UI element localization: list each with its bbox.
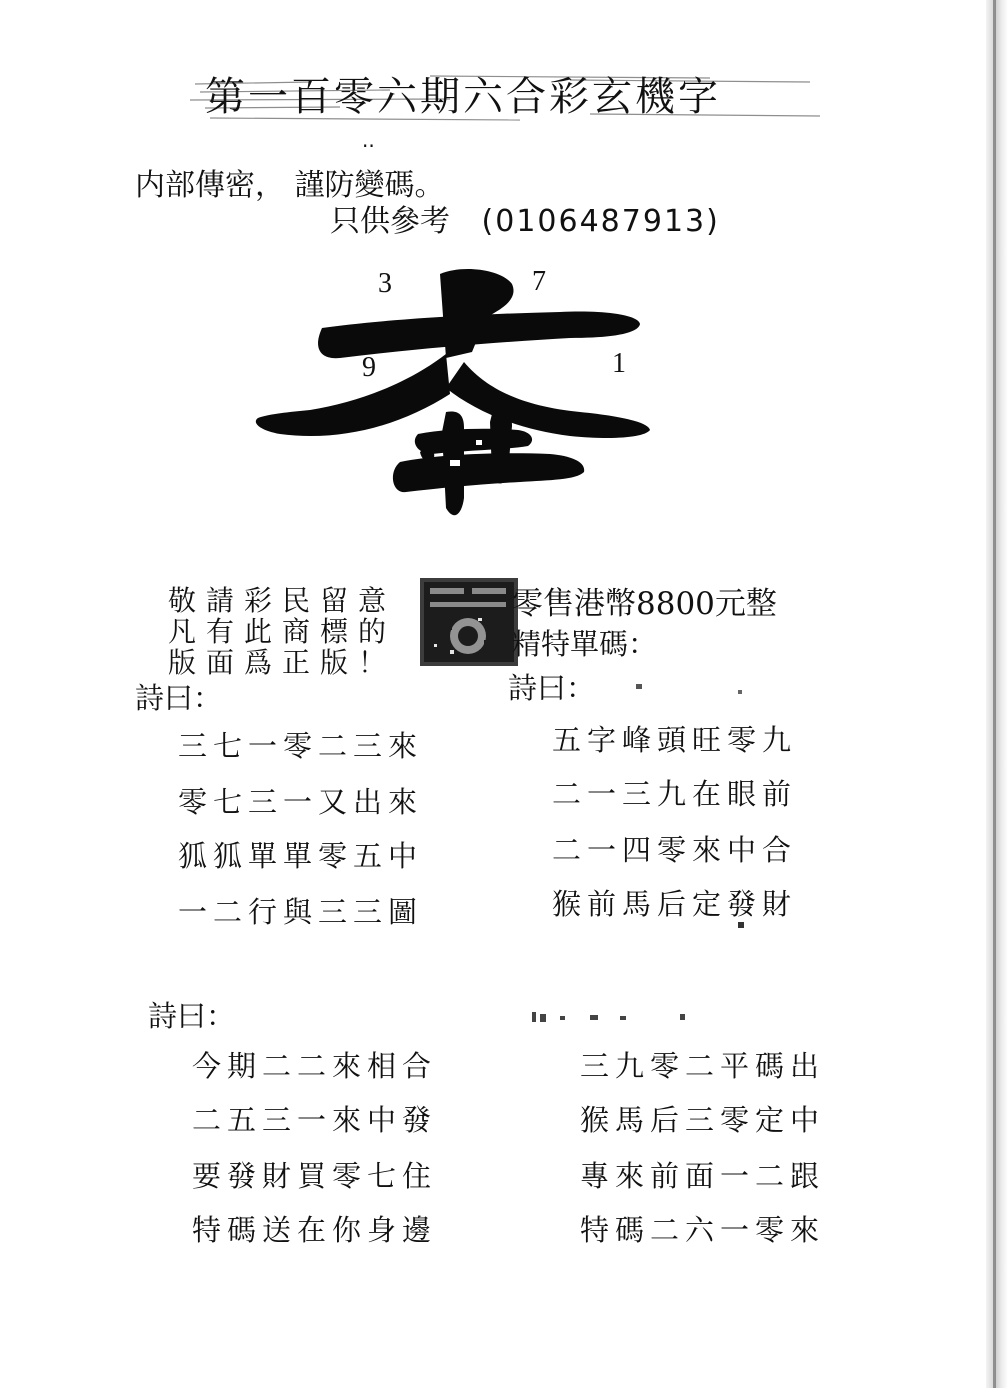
emblem-number-bottom-left: 9 <box>362 352 376 383</box>
poem-bottom-right-line-3: 專來前面一二跟 <box>580 1159 826 1193</box>
notice-line-2: 凡有此商標的 <box>168 615 397 648</box>
speck <box>738 922 744 928</box>
intro-warning: 内部傳密， 謹防變碼。 <box>135 168 445 203</box>
emblem-number-top-right: 7 <box>532 266 546 297</box>
poem-heading-top-left: 詩曰： <box>135 681 223 715</box>
poem-top-left-line-2: 零七三一又出來 <box>178 785 424 819</box>
reference-label: 只供參考 <box>330 204 450 239</box>
intro-reference <box>330 196 720 240</box>
emblem-number-bottom-right: 1 <box>612 348 626 379</box>
poem-bottom-left-line-4: 特碼送在你身邊 <box>192 1213 438 1247</box>
poem-bottom-right-line-2: 猴馬后三零定中 <box>580 1103 826 1137</box>
poem-top-right-line-3: 二一四零來中合 <box>552 833 798 867</box>
poem-top-left-line-4: 一二行與三三圖 <box>178 895 424 929</box>
special-number-heading: 精特單碼： <box>512 627 658 661</box>
speck <box>636 684 642 689</box>
poem-top-right-line-2: 二一三九在眼前 <box>552 777 798 811</box>
faded-heading-remnant <box>530 1010 700 1024</box>
retail-price: 零售港幣8800元整 <box>512 586 777 622</box>
page-title: 第一百零六期六合彩玄機字 <box>205 74 721 120</box>
poem-bottom-left-line-1: 今期二二來相合 <box>192 1049 438 1083</box>
poem-bottom-right-line-4: 特碼二六一零來 <box>580 1213 826 1247</box>
poem-bottom-right-line-1: 三九零二平碼出 <box>580 1049 826 1083</box>
poem-heading-top-right: 詩曰： <box>508 671 596 705</box>
poem-top-right-line-4: 猴前馬后定發財 <box>552 887 798 921</box>
notice-line-3: 版面爲正版！ <box>168 646 397 679</box>
speck <box>738 690 742 694</box>
poem-top-left-line-1: 三七一零二三來 <box>178 729 424 763</box>
trademark-seal <box>420 578 518 666</box>
scan-edge-shadow <box>986 0 1008 1388</box>
calligraphy-emblem <box>250 262 650 530</box>
poem-bottom-left-line-2: 二五三一來中發 <box>192 1103 438 1137</box>
poem-bottom-left-line-3: 要發財買零七住 <box>192 1159 438 1193</box>
poem-top-left-line-3: 狐狐單單零五中 <box>178 839 424 873</box>
poem-heading-bottom-left: 詩曰： <box>148 999 236 1033</box>
notice-line-1: 敬請彩民留意 <box>168 584 397 617</box>
title-dots: .. <box>362 128 375 152</box>
scan-edge-line <box>993 0 996 1388</box>
phone-number: (0106487913) <box>481 204 720 239</box>
emblem-number-top-left: 3 <box>378 268 392 299</box>
poem-top-right-line-1: 五字峰頭旺零九 <box>552 723 798 757</box>
